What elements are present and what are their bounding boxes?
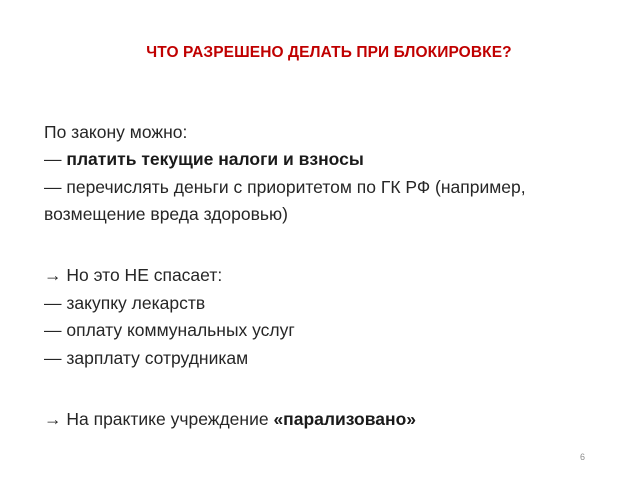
allowed-item-priority-line2: возмещение вреда здоровью) (44, 204, 288, 224)
allowed-item-taxes (44, 148, 364, 170)
law-intro-line: По закону можно: (44, 122, 188, 142)
practice-conclusion-line (44, 408, 416, 430)
not-saving-intro: → Но это НЕ спасает: (44, 265, 223, 285)
paralyzed-bold-text: «парализовано» (273, 409, 416, 429)
not-saving-item: — закупку лекарств (44, 293, 206, 313)
not-saving-item: — оплату коммунальных услуг (44, 320, 295, 340)
slide-title: ЧТО РАЗРЕШЕНО ДЕЛАТЬ ПРИ БЛОКИРОВКЕ? (146, 44, 512, 61)
taxes-bold-text: платить текущие налоги и взносы (66, 149, 364, 169)
not-saving-item: — зарплату сотрудникам (44, 348, 249, 368)
practice-prefix: → На практике учреждение (44, 409, 274, 429)
allowed-item-priority-line1: — перечислять деньги с приоритетом по ГК РФ (например, (44, 177, 526, 197)
dash-prefix: — (44, 149, 67, 169)
page-number: 6 (580, 452, 586, 462)
